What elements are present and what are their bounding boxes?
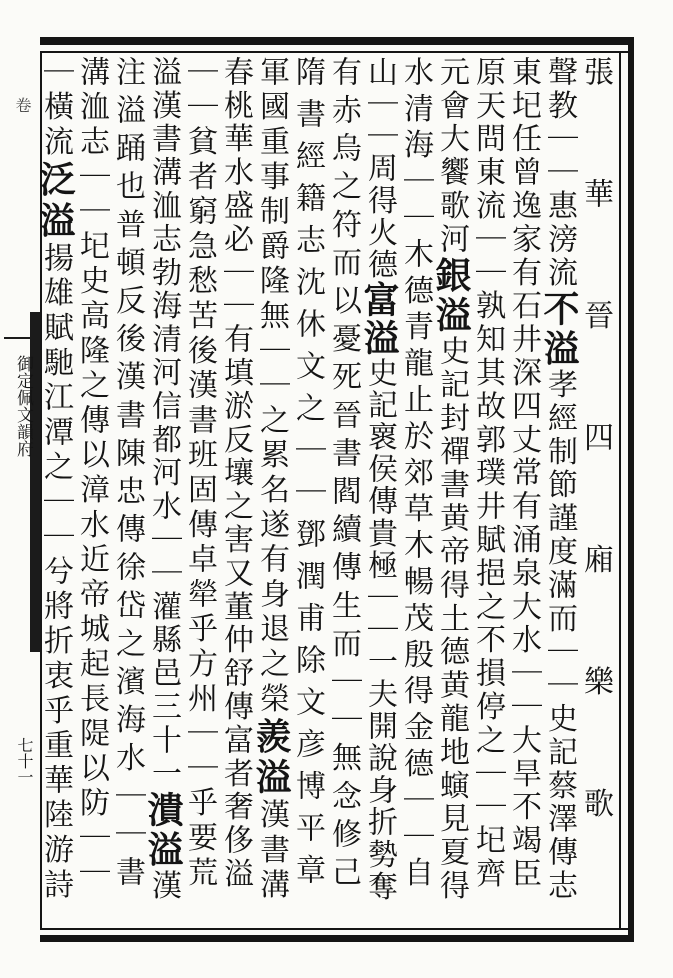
text-column: 東𡉏任曾逸家有石井深四丈常有涌泉大水｜｜大旱不竭臣 bbox=[506, 56, 541, 891]
text-column: 軍國重事制爵隆無｜｜之累名遂有身退之榮羨溢漢書溝 bbox=[250, 56, 292, 904]
text-column: 水清海｜｜木德青龍止於郊草木暢茂殷得金德｜｜自 bbox=[398, 56, 433, 894]
edge-folio: 七十一 bbox=[15, 737, 34, 785]
frame-right-border bbox=[628, 37, 634, 942]
headword: 銀溢 bbox=[430, 256, 472, 336]
edge-title: 御定佩文韻府 bbox=[13, 355, 33, 457]
text-column: 溢漢書溝洫志勃海清河信都河水｜｜灌縣邑三十一潰溢漢 bbox=[142, 56, 184, 904]
text-column: 隋書經籍志沈休文之｜｜鄧潤甫除文彦博平章 bbox=[290, 56, 325, 896]
frame-bottom-border bbox=[40, 935, 632, 942]
text-column: 春桃華水盛必｜｜有填淤反壤之害又董仲舒傳富者奢侈溢 bbox=[218, 56, 253, 891]
frame-right-inner-border bbox=[619, 51, 621, 930]
text-column: 注溢踊也普頓反後漢書陳忠傳徐岱之濱海水｜｜書 bbox=[110, 56, 145, 895]
headword: 羨溢 bbox=[250, 717, 292, 799]
text-column: 山｜｜周得火德富溢史記褱侯傳貴極｜｜一夫開說身折勢奪 bbox=[358, 56, 400, 903]
text-column: 原天問東流｜｜孰知其故郭璞井賦挹之不損停之｜｜𡉏齊 bbox=[470, 56, 505, 891]
edge-mark: 卷 bbox=[13, 97, 32, 113]
text-column: ｜橫流泛溢揚雄賦馳江潭之｜｜兮將折衷乎重華陸游詩 bbox=[34, 56, 76, 904]
headword: 不溢 bbox=[538, 289, 580, 369]
frame-top-inner-border bbox=[40, 51, 632, 53]
text-column: 有赤烏之符而以憂死晉書閻續傳生而｜｜無念修己 bbox=[326, 56, 361, 895]
text-column: 聲教｜｜惠滂流不溢孝經制節謹度滿而｜｜史記蔡澤傳志 bbox=[538, 56, 580, 904]
headword: 富溢 bbox=[358, 280, 400, 357]
headword: 泛溢 bbox=[34, 160, 76, 243]
text-column: 張華晉四廂樂歌 bbox=[578, 56, 613, 910]
frame-bottom-inner-border bbox=[40, 928, 632, 930]
text-column: 溝洫志｜｜𡉏史高隆之傳以漳水近帝城起長隄以防｜｜ bbox=[74, 56, 109, 892]
text-column: 元會大饗歌河銀溢史記封禪書黄帝得土德黄龍地螾見夏得 bbox=[430, 56, 472, 904]
headword: 潰溢 bbox=[142, 790, 184, 870]
text-column: ｜｜貧者窮急愁苦後漢書班固傳卓犖乎方州｜｜乎要荒 bbox=[182, 56, 217, 892]
frame-top-border bbox=[40, 37, 632, 45]
